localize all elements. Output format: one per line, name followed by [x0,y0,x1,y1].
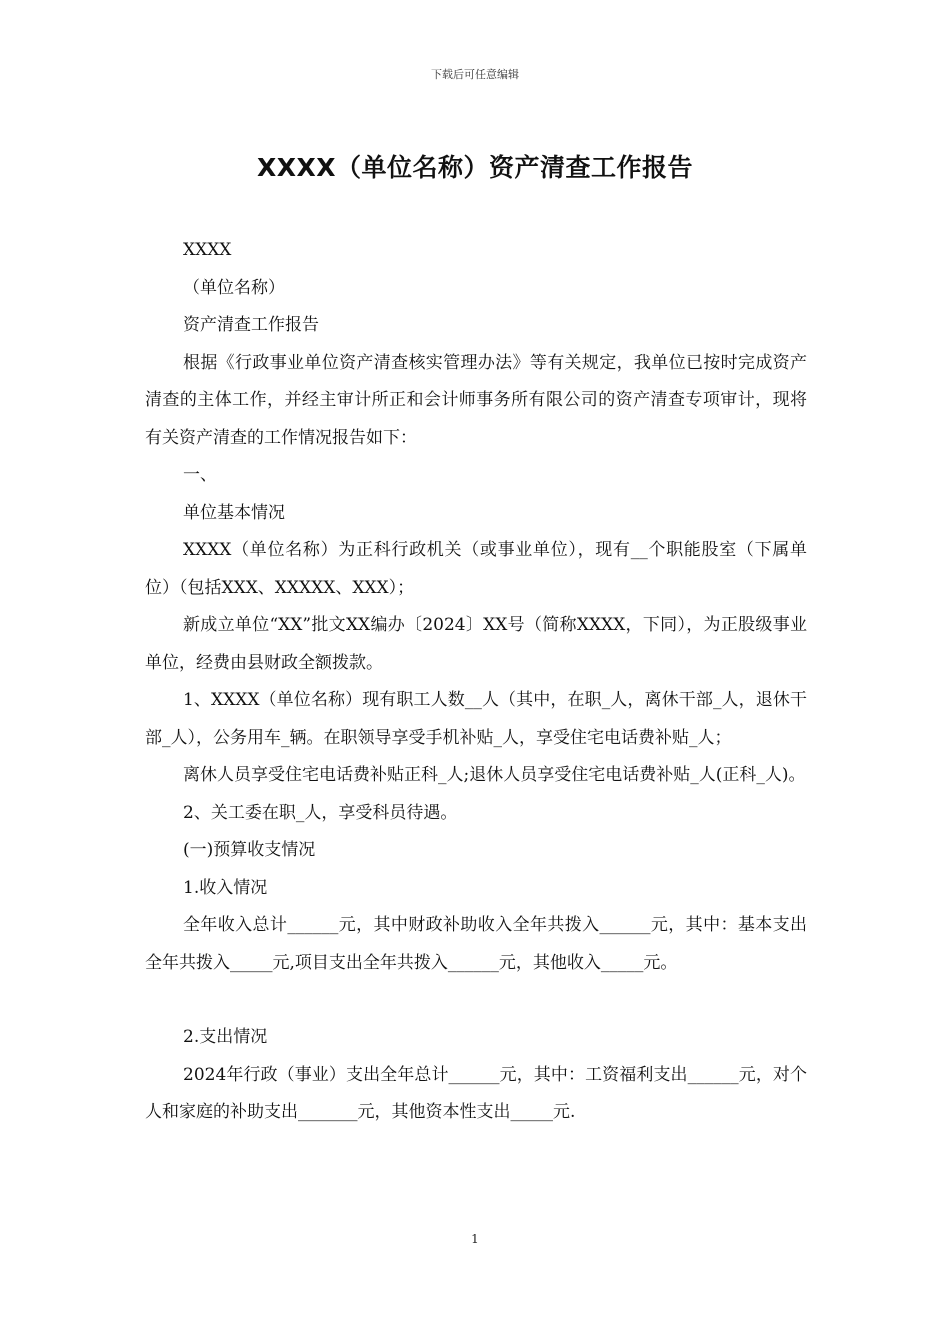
paragraph-income-detail: 全年收入总计______元，其中财政补助收入全年共拨入______元，其中：基本支出全年共拨入_____元,项目支出全年共拨入______元，其他收入_____元。 [145,915,807,973]
header-note: 下载后可任意编辑 [431,68,519,81]
paragraph-new-unit: 新成立单位“XX”批文XX编办〔2024〕XX号（简称XXXX，下同），为正股级事业单位，经费由县财政全额拨款。 [145,615,807,673]
section-heading-basic-info: 单位基本情况 [183,502,285,523]
document-body [145,232,807,1132]
section-number-one: 一、 [183,465,217,485]
paragraph-expenditure-detail: 2024年行政（事业）支出全年总计______元，其中：工资福利支出______元，对个人和家庭的补助支出_______元，其他资本性支出_____元. [145,1064,807,1122]
paragraph-committee: 2、关工委在职_人，享受科员待遇。 [183,802,458,823]
paragraph-intro: 根据《行政事业单位资产清查核实管理办法》等有关规定，我单位已按时完成资产清查的主体工作，并经主审计所正和会计师事务所有限公司的资产清查专项审计，现将有关资产清查的工作情况报告如下： [145,352,807,448]
paragraph-retiree-subsidy: 离休人员享受住宅电话费补贴正科_人;退休人员享受住宅电话费补贴_人(正科_人)。 [183,765,806,785]
paragraph-staff-count: 1、XXXX（单位名称）现有职工人数__人（其中，在职_人，离休干部_人，退休干部_人），公务用车_辆。在职领导享受手机补贴_人，享受住宅电话费补贴_人； [145,690,807,748]
paragraph-unit-name: （单位名称） [183,277,285,298]
document-title: XXXX（单位名称）资产清查工作报告 [256,153,694,182]
subsection-expenditure: 2.支出情况 [183,1027,268,1047]
subsection-budget: (一)预算收支情况 [183,840,316,860]
paragraph-unit-code: XXXX [183,240,232,260]
paragraph-unit-description: XXXX（单位名称）为正科行政机关（或事业单位），现有__个职能股室（下属单位）（包括XXX、XXXXX、XXX）； [145,540,807,598]
paragraph-report-label: 资产清查工作报告 [183,315,319,335]
page-number: 1 [471,1232,479,1246]
subsection-income: 1.收入情况 [183,877,268,898]
